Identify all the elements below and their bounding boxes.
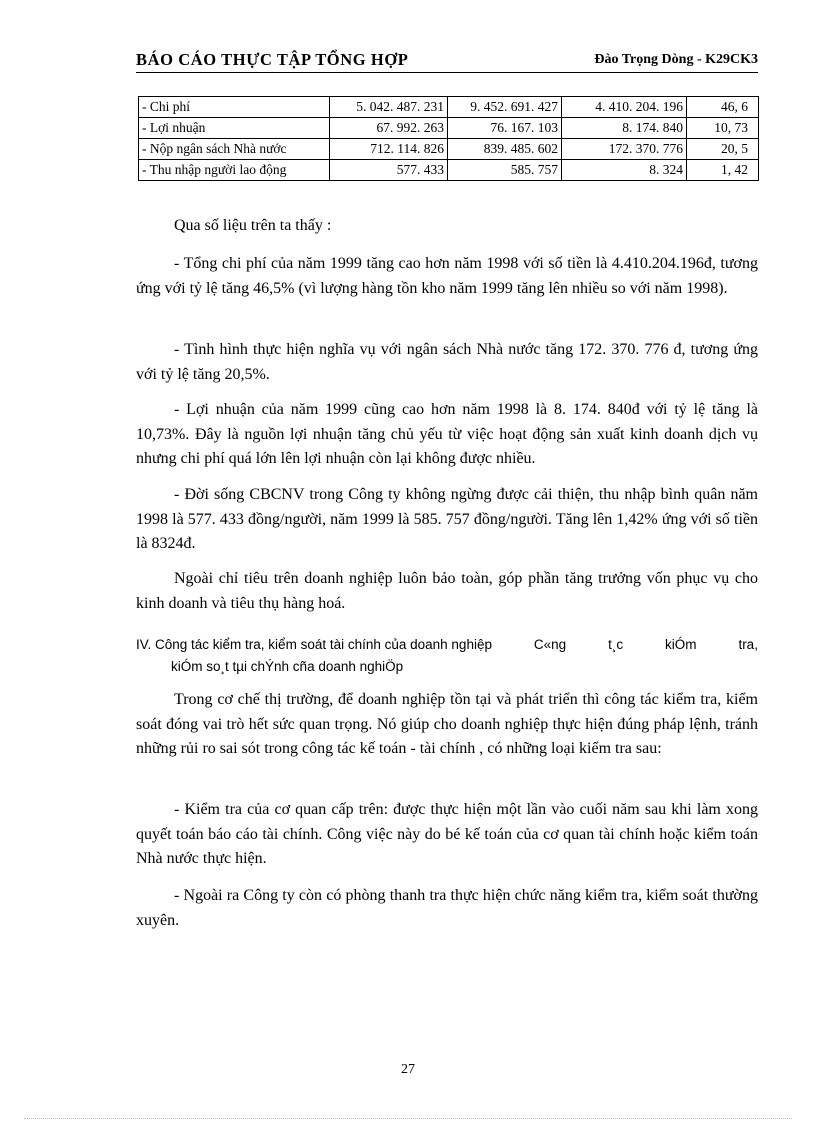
paragraph: - Tình hình thực hiện nghĩa vụ với ngân sách Nhà nước tăng 172. 370. 776 đ, tương ứng với tỷ lệ tăng 20,5%. [136,341,758,383]
section-heading [136,634,758,678]
table-row [139,118,759,139]
table-cell: 8. 324 [562,160,687,181]
table-cell: 172. 370. 776 [562,139,687,160]
table-cell: 67. 992. 263 [330,118,448,139]
row-label: - Nộp ngân sách Nhà nước [139,139,330,160]
paragraph: - Kiểm tra của cơ quan cấp trên: được thực hiện một lần vào cuối năm sau khi làm xong quyết toán báo cáo tài chính. Công việc này do bé kế toán của cơ quan tài chính hoặc kiểm toán Nhà nước thực hiện. [136,801,758,867]
paragraph: Ngoài chỉ tiêu trên doanh nghiệp luôn bảo toàn, góp phần tăng trưởng vốn phục vụ cho kinh doanh và tiêu thụ hàng hoá. [136,570,758,612]
table-cell: 839. 485. 602 [448,139,562,160]
report-title: BÁO CÁO THỰC TẬP TỔNG HỢP [136,50,409,69]
table-row [139,139,759,160]
page-number: 27 [401,1062,415,1077]
table-row [139,97,759,118]
paragraph: - Lợi nhuận của năm 1999 cũng cao hơn năm 1998 là 8. 174. 840đ với tỷ lệ tăng là 10,73%. Đây là nguồn lợi nhuận tăng chủ yếu từ việc hoạt động sản xuất kinh doanh dịch vụ nhưng chi phí quá lớn lên lợi nhuận còn lại không được nhiều. [136,401,758,467]
table-cell: 585. 757 [448,160,562,181]
row-label: - Chi phí [139,97,330,118]
table-cell: 5. 042. 487. 231 [330,97,448,118]
paragraph: - Tổng chi phí của năm 1999 tăng cao hơn năm 1998 với số tiền là 4.410.204.196đ, tương ứng với tỷ lệ tăng 46,5% (vì lượng hàng tồn kho năm 1999 tăng lên nhiều so với năm 1998). [136,255,758,297]
heading-text: kiÓm [665,637,697,652]
table-cell: 10, 73 [687,118,759,139]
financial-table [138,96,759,181]
heading-line [136,634,758,656]
heading-text: t¸c [608,637,624,652]
table-cell: 8. 174. 840 [562,118,687,139]
heading-text: IV. Công tác kiểm tra, kiểm soát tài chính của doanh nghiệp [136,637,492,652]
author-name: Đào Trọng Dòng - K29CK3 [594,52,758,67]
header-rule [136,72,758,73]
page-bottom-divider [24,1118,792,1119]
table-cell: 9. 452. 691. 427 [448,97,562,118]
heading-text: C«ng [533,637,567,652]
heading-text: kiÓm so¸t tµi chÝnh cña doanh nghiÖp [171,659,404,674]
table-row [139,160,759,181]
table-cell: 712. 114. 826 [330,139,448,160]
table-cell: 577. 433 [330,160,448,181]
page-header [136,50,758,70]
table-cell: 4. 410. 204. 196 [562,97,687,118]
intro-text: Qua số liệu trên ta thấy : [174,217,332,234]
table-cell: 20, 5 [687,139,759,160]
row-label: - Thu nhập người lao động [139,160,330,181]
heading-text: tra, [738,637,758,652]
table-cell: 1, 42 [687,160,759,181]
paragraph: - Ngoài ra Công ty còn có phòng thanh tra thực hiện chức năng kiểm tra, kiểm soát thường xuyên. [136,887,758,929]
table-cell: 46, 6 [687,97,759,118]
table-cell: 76. 167. 103 [448,118,562,139]
row-label: - Lợi nhuận [139,118,330,139]
paragraph: Trong cơ chế thị trường, để doanh nghiệp tồn tại và phát triển thì công tác kiểm tra, kiểm soát đóng vai trò hết sức quan trọng. Nó giúp cho doanh nghiệp thực hiện đúng pháp lệnh, tránh những rủi ro sai sót trong công tác kế toán - tài chính , có những loại kiểm tra sau: [136,691,758,757]
paragraph: - Đời sống CBCNV trong Công ty không ngừng được cải thiện, thu nhập bình quân năm 1998 là 577. 433 đồng/người, năm 1999 là 585. 757 đồng/người. Tăng lên 1,42% ứng với số tiền là 8324đ. [136,486,758,552]
